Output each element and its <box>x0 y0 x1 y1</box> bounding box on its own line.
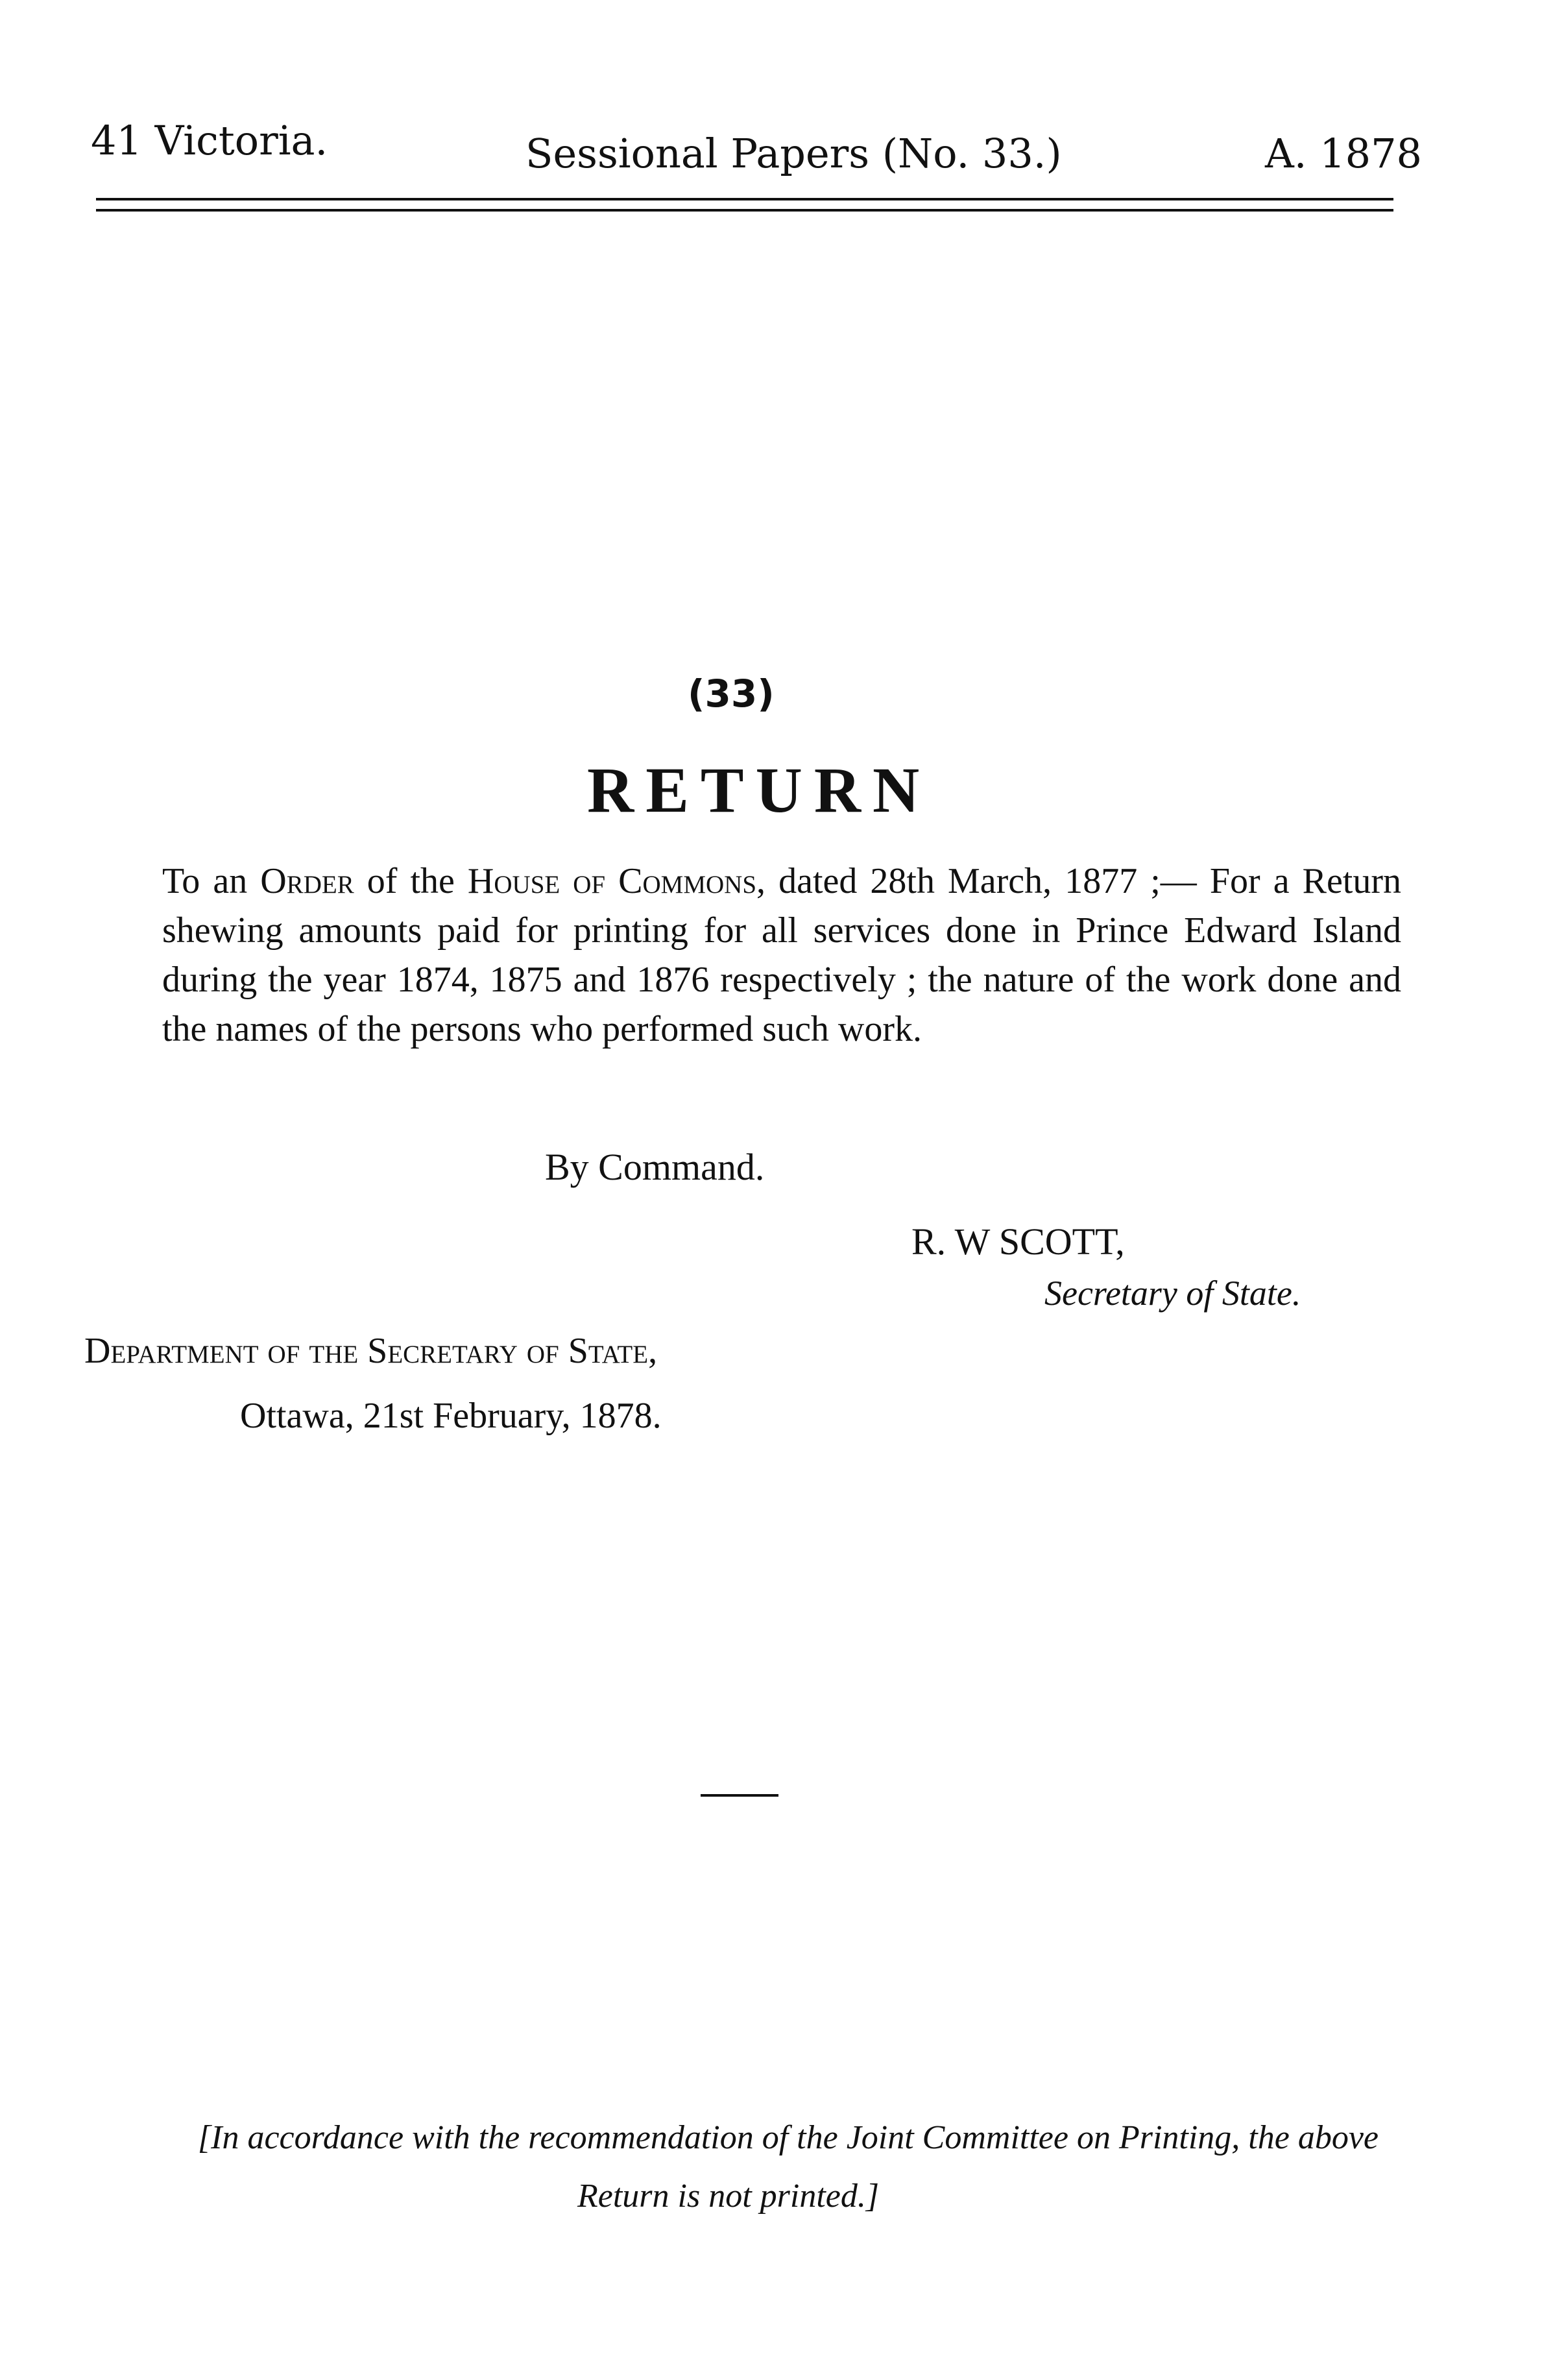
running-head-right: A. 1878 <box>1265 130 1422 177</box>
body-order: Order <box>260 861 354 901</box>
department-place-date: Ottawa, 21st February, 1878. <box>240 1396 662 1436</box>
by-command: By Command. <box>545 1146 765 1188</box>
body-house: House of Commons <box>467 861 757 901</box>
running-head-center: Sessional Papers (No. 33.) <box>525 130 1062 177</box>
document-title: RETURN <box>587 754 932 826</box>
header-rule-top <box>96 198 1393 200</box>
separator-dash <box>701 1794 778 1797</box>
body-rest: , dated 28th March, 1877 ;— For a Return shewing amounts paid for printing for all services done in Prince Edward Island during the year 1874, 1875 and 1876 respectively ; the nature of the work done and the names of the persons who performed such work. <box>162 861 1402 1049</box>
body-of-the: of the <box>367 861 455 901</box>
signer-title: Secretary of State. <box>1044 1274 1301 1313</box>
running-head-left: 41 Victoria. <box>91 117 328 164</box>
department-name: Department of the Secretary of State, <box>84 1331 658 1371</box>
header-rule-bottom <box>96 209 1393 212</box>
footnote-line-1: [In accordance with the recommendation of the Joint Committee on Printing, the above <box>197 2119 1379 2156</box>
return-order-paragraph <box>162 856 1401 1054</box>
paper-number: (33) <box>688 672 775 716</box>
signer-name: R. W SCOTT, <box>911 1220 1125 1263</box>
footnote-line-2: Return is not printed.] <box>577 2178 880 2215</box>
body-lead: To an <box>162 861 248 901</box>
